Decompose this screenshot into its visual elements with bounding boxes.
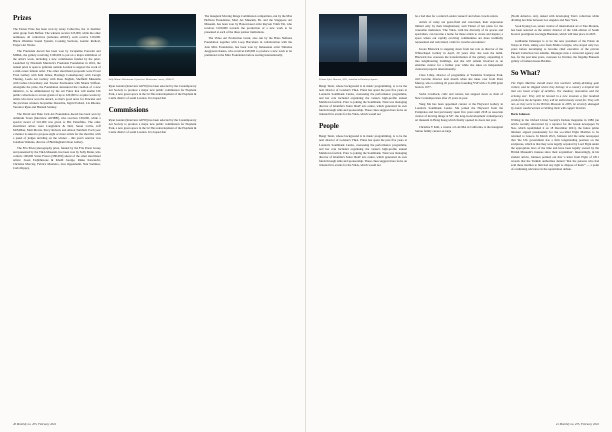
so-what-quote: The Elgin Marbles should leave this northern whisky-drinking gale culture, and be shipped where they belong: in a country a tropical but that can boast scrape of Achilles, 'the shadowy mountains and the echoing sea'. They will be housed in a new museum a fine hundred yards from the Acropolis. They will be meticulously cared for. They will not, as they were in the British Museum in 2005, be severely damaged by manic washerwomen scrubbing them with copper brushes.	[511, 81, 599, 110]
so-what-attribution: Boris Johnson	[511, 111, 530, 116]
people-paragraph-8: Christine Y Kim, a curator at LACMA in California, is the inaugural Sutton family curator-at-large	[415, 124, 503, 133]
left-page-columns	[13, 14, 292, 414]
commissions-paragraph-2: The inaugural Moving Image Commission competition, run by the Max Hofbrau Foundation, Mori Art Museum, Bi- and the Singapore Art Museum, has been won by Hanoi-based artist Reyven Trinh Thi, who receives £100,000 towards the production of a new work to be presented at each of the three partner institutions.	[204, 14, 293, 35]
figure-sally-mann	[109, 14, 197, 81]
prizes-paragraph-1: The Turner Prize has been won by Array Collective, the 11 member artist group from Belfast. The winners receive £25,000, while the other nominees, all collectives (Arbonne AWAY), each receive £10,000. Black Obsidian Sound System, Cooking Sections, Gentle/ Radical, Project Art Works.	[13, 26, 101, 47]
people-paragraph-3: Artists of today are gears-fluid and concerned, their expression limited only by their imaginations; said Tlunai of her plans for the venerable institution. 'The V&A, with the diversity of its spaces and specialists, can become a home for these artists to create and inspire; a space where our rapidly evolving communities are more truthfully represented and welcomed; a hub for creative encounters.'	[415, 20, 503, 45]
photo-glow	[135, 35, 170, 51]
commissions-paragraph-1: Ryan Gander (Interview AW50) has been selected by the Contemporary Art Society to produce a major new public commission for Elephant Park, a new green space in the £2.3bn redevelopment of the Elephant & Castle district of south London. It is hoped that	[108, 118, 197, 135]
commissions-intro-paragraph: Ryan Gander (Interview AW50) has been selected by the Contemporary Art Society to produce a major new public commission for Elephant Park, a new green space in the £2.3bn redevelopment of the Elephant & Castle district of south London. It is hoped that	[108, 83, 197, 100]
commissions-paragraph-3: The Video Art Production Grant, also run by the Hans Nefkens Foundation together with Loop Barcelona in collaboration with the Joan Mirò Foundation, has been won by Indonesian artist Timotius Anggawan Kusno, who receives €20,000 to produce a new work to be premiered at the Mirò Foundation before touring internationally.	[204, 36, 293, 57]
prizes-paragraph-2: The Freelands Award has been won by Jacqueline Poncelet and MIMA, the gallery receiving £100,000 to put on a major exhibition of the artist's work, including a new commission funded by the prize. Launched by Elisabeth Murdoch's Freelands Foundation in 2016, the annual prize is open to galleries outside London to support the work of a mid-career female artist. The other shortlisted proposals were Evoul Frost Gallery with Kim James, Hastings Contemporary with Caragh Thuring, Leeds Art Gallery with Rose English, Sheffield Museums with Lubna Chowdhary and Towner Eastbourne with Shanta Stiffson. Alongside the prize, the Foundation announced the creation of a new initiative, to be administered by the Art Fund, that will enable UK public collections to access grants of up to £20,000 to acquire works by artists who have won the Award, so that's good news for Poncelet and the previous winners Jacqueline Donachie, Ingrid Pollard, Lis Rhodes, Veronica Ryan and Hannah Starkey.	[13, 48, 101, 110]
people-right-paragraph-2: Sook Kyung Lee, senior curator of international art at Tate Modern, has been selected as the artistic director of the 14th edition of South Korea's prestigious Gwangju Biennale, which will take place in 2023.	[511, 24, 599, 37]
people-paragraph-4: Iwona Blazwick is stepping down from her role as director of the Whitechapel Gallery in April, 20 years after she took the helm. Blazwick has overseen the transformation of the gallery, expanding it into neighbouring buildings, and she will remain involved as an emeritus curator for a further year while she takes on independent curatorial projects internationally.	[415, 46, 503, 71]
so-what-body: Writing in the Oxford Union Society's Debate magazine in 1986 (an article recently uncovered by a reporter for the Greek newspaper Ta Nea, which republished it on 18 December 2021), the future prime minister argued passionately for the so-called Elgin Marbles to be returned to Greece. In March 2021, Johnson told the same newspaper that 'the UK government has a firm longstanding position on the sculptures, which is that they were legally acquired by Lord Elgin under the appropriate laws of the time and have been legally owned by the British Museum's trustees since their acquisition'. Interestingly, in his student article, Johnson pointed out that 'a letter from Elgin of 1811 reveals that the Turkish authorities denied "that the persons who had sold these marbles to him had any right to dispose of them"' — a point of continuing relevance in the repatriation debate.	[511, 118, 599, 171]
people-paragraph-5: Clare Lilley, director of programme at Yorkshire Sculpture Park, will become director next month when she takes over from Peter Murray, who is retiring 45 years after founding YSP with a £1,000 grant back in 1977.	[415, 73, 503, 90]
right-page	[306, 0, 612, 432]
right-folio: 41 Monthly no. 455, February 2022	[555, 422, 599, 426]
photo-onwave	[319, 14, 407, 76]
people-right-paragraph-1: (North America, Art), tasked with developing Tate's collection while dividing her time between Los Angeles and New York.	[511, 14, 599, 23]
people-right-paragraph-3: Guillaume Désanges is to be the new president of the Palais de Tokyo in Paris, taking over from Emma Lavigne, who stayed only two years before decamping to become chief executive of the private Pinault Collection last autumn. Désanges runs a curatorial agency and has, for the past nine years, overseen La Verrière, the flagship Brussels gallery of fashion house Hermès.	[511, 38, 599, 63]
figure-caption-onwave: Liliane Lijn's Onwave, 2021, installed at Deadway Square	[319, 77, 378, 81]
section-heading-commissions: Commissions	[108, 105, 149, 114]
figure-caption-blackwater: Sally Mann's Blackwater 9 from her 'Blackwater' series, 2008-12	[108, 77, 174, 81]
figure-liliane-lijn	[319, 14, 407, 81]
section-heading-so-what: So What?	[511, 68, 541, 77]
prizes-paragraph-3: The David and Yuko Jack Art Foundation Award has been won by Amitrum Toren (Interview AWIBB), who receives £30,000, while a special award of £10,000 was given to Bix Palanfimo. The other shortlisted artists were Langfanick & Dell, Susan Collis, Jeff McMillan, Mali Morris, Percy Roberts and Alison Turnbull. Each year a mentor is asked to propose eight or more artists for the shortlist, with a panel of judges deciding on the winner – this year's selector was Jonathan Watkins, director of Birmingham's Ikon Gallery.	[13, 111, 101, 144]
people-lead-paragraph-0: Bengt Tanzi, whose background is in music programming, is to be the next director of London's V&A. Planz has spent the past five years at London's Southbank Centre, overseeing the performance programme, and her role included organising the venue's high-profile annual Meltdown festival. Prior to joining the Southbank, Tiani was managing director of Islamfia's Salon IKAV arts centre, which generated its own funds through talks and sponsorship. These clues suggest more focus on ticketed live events for the V&A, which would not	[319, 83, 407, 116]
column-2	[109, 14, 197, 414]
people-paragraph-7: Yung Ma has been appointed curator at the Hayward Gallery in London's Southbank Centre. Ma joined the Hayward from the Pompidou and had previously spent five years until 2018 as associate curator of moving image at M+, the long-in-development contemporary art museum in Hong Kong which finally opened its doors last year.	[415, 102, 503, 123]
prizes-paragraph-4: The Fria Priest photography prize, funded by the Fria Priest Group and presented by the V&A Museum, has been won by Sally Mann, who collects 100,000 Swiss Francs (£80,000) ahead of the other shortlisted artists: Joaan Eadjöhnsone & Khalil Joreige, Rinko Kawauchi, Christina Marclay, Fabrice Monteiro, Lisa Oppenheim, Nek Sominea, Carla Rippey.	[13, 146, 101, 171]
section-heading-prizes: Prizes	[13, 14, 32, 22]
column-3	[204, 14, 292, 414]
left-folio: 40 Monthly no. 455, February 2022	[13, 422, 57, 426]
right-page-columns	[319, 14, 599, 414]
photo-ground	[319, 62, 407, 76]
column-1	[13, 14, 101, 414]
people-paragraph-6: Sacha Craddock, critic and curator, has stepped down as chair of New Contemporaries after 25 years in post.	[415, 91, 503, 100]
column-5	[415, 14, 503, 414]
section-heading-people: People	[319, 121, 339, 130]
people-paragraph-1: Bengt Tanzi, whose background is in music programming, is to be the next director of London's V&A. Planz has spent the past five years at London's Southbank Centre, overseeing the performance programme, and her role included organising the venue's high-profile annual Meltdown festival. Prior to joining the Southbank, Tiani was managing director of Islamfia's Salon IKAV arts centre, which generated its own funds through talks and sponsorship. These clues suggest more focus on ticketed live events for the V&A, which would not	[319, 134, 407, 167]
photo-blackwater	[109, 14, 197, 76]
column-4	[319, 14, 407, 414]
people-paragraph-2: be a bad idea for a central London venue if and when crowds return.	[415, 14, 499, 18]
column-6	[511, 14, 599, 414]
